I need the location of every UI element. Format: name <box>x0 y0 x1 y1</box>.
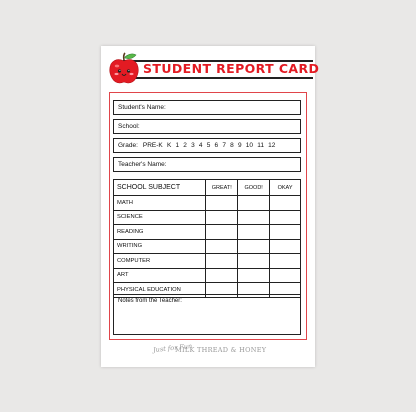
table-row <box>114 268 301 283</box>
student-name-label: Student's Name: <box>118 104 166 111</box>
grade-option[interactable]: 9 <box>237 142 242 149</box>
rating-cell[interactable] <box>206 225 238 240</box>
table-row <box>114 239 301 254</box>
rating-cell[interactable] <box>206 239 238 254</box>
rating-cell[interactable] <box>238 210 270 225</box>
grade-option[interactable]: 11 <box>257 142 264 149</box>
subject-name: ART <box>114 268 206 283</box>
subject-name: READING <box>114 225 206 240</box>
school-field[interactable] <box>113 119 301 134</box>
rating-cell[interactable] <box>270 196 301 211</box>
apple-mascot-icon <box>106 51 142 87</box>
grade-option[interactable]: 2 <box>183 142 187 149</box>
teacher-name-field[interactable] <box>113 157 301 172</box>
card-header <box>101 46 320 91</box>
subject-name: SCIENCE <box>114 210 206 225</box>
notes-label: Notes from the Teacher: <box>118 298 182 304</box>
brand-name: MILK THREAD & HONEY <box>175 346 267 354</box>
student-name-field[interactable] <box>113 100 301 115</box>
rating-cell[interactable] <box>270 225 301 240</box>
header-good: GOOD! <box>238 180 270 196</box>
rating-cell[interactable] <box>238 196 270 211</box>
rating-cell[interactable] <box>270 268 301 283</box>
school-label: School: <box>118 123 140 130</box>
rating-cell[interactable] <box>270 254 301 269</box>
header-school-subject: SCHOOL SUBJECT <box>114 180 206 196</box>
rating-cell[interactable] <box>238 225 270 240</box>
grade-option[interactable]: 3 <box>191 142 195 149</box>
grade-option[interactable]: 6 <box>214 142 219 149</box>
report-card <box>101 46 320 367</box>
rating-cell[interactable] <box>270 210 301 225</box>
rating-cell[interactable] <box>238 268 270 283</box>
grade-option[interactable]: K <box>166 142 172 149</box>
rating-cell[interactable] <box>270 239 301 254</box>
grade-option[interactable]: 12 <box>268 142 276 149</box>
table-row <box>114 196 301 211</box>
subject-table <box>113 179 301 298</box>
teacher-notes-box[interactable] <box>113 294 301 335</box>
grade-option[interactable]: 7 <box>222 142 226 149</box>
grade-field[interactable] <box>113 138 301 153</box>
header-great: GREAT! <box>206 180 238 196</box>
table-row <box>114 254 301 269</box>
subject-name: WRITING <box>114 239 206 254</box>
header-okay: OKAY <box>270 180 301 196</box>
grade-option[interactable]: 4 <box>198 142 203 149</box>
rating-cell[interactable] <box>206 254 238 269</box>
rating-cell[interactable] <box>206 210 238 225</box>
grade-option[interactable]: 5 <box>206 142 211 149</box>
grade-option[interactable]: 8 <box>230 142 234 149</box>
table-row <box>114 225 301 240</box>
subject-name: COMPUTER <box>114 254 206 269</box>
brand-script: Just for Fun <box>152 341 193 355</box>
rating-cell[interactable] <box>206 268 238 283</box>
brand-footer <box>152 341 303 358</box>
rating-cell[interactable] <box>238 254 270 269</box>
teacher-name-label: Teacher's Name: <box>118 161 167 168</box>
grade-option[interactable]: 10 <box>245 142 254 149</box>
subject-name: MATH <box>114 196 206 211</box>
grade-label: Grade: <box>118 142 138 149</box>
header-line-bottom <box>123 77 313 79</box>
table-row <box>114 210 301 225</box>
table-header-row <box>114 180 301 196</box>
grade-option[interactable]: PRE-K <box>142 142 163 149</box>
card-title: STUDENT REPORT CARD <box>143 61 320 76</box>
rating-cell[interactable] <box>206 196 238 211</box>
grade-option[interactable]: 1 <box>175 142 180 149</box>
rating-cell[interactable] <box>238 239 270 254</box>
subject-name: PHYSICAL EDUCATION <box>114 283 206 298</box>
